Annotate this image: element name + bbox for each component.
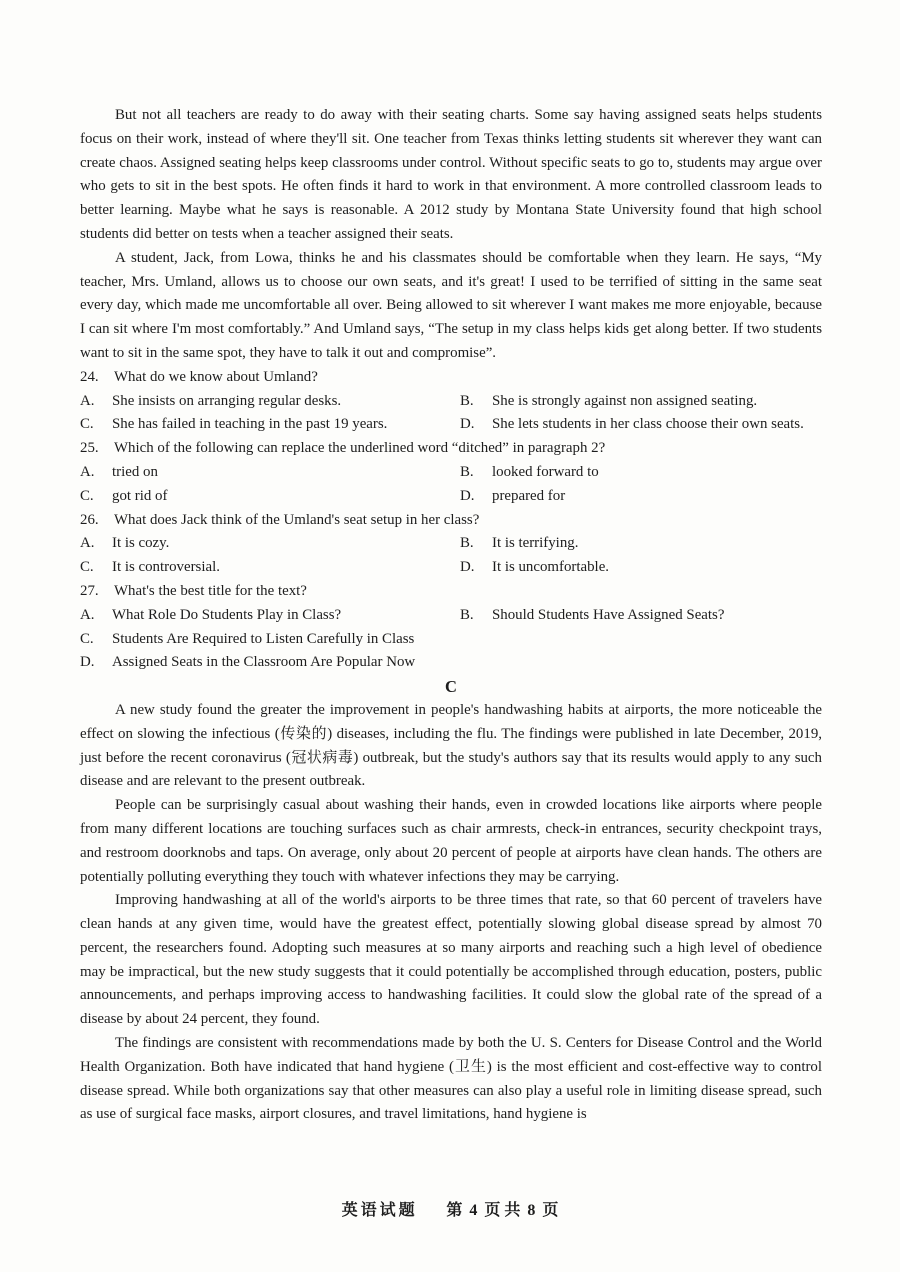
option-text: tried on (112, 463, 158, 480)
option-row (80, 532, 822, 556)
option-text: prepared for (492, 487, 566, 504)
option-text: She is strongly against non assigned seating. (492, 392, 758, 409)
footer-page-suffix: 页 (538, 1202, 559, 1219)
option-24-d (460, 413, 822, 437)
option-25-b (460, 461, 822, 485)
question-text: What's the best title for the text? (114, 582, 307, 599)
option-text: It is uncomfortable. (492, 559, 610, 576)
page-content (80, 104, 822, 1127)
question-number: 25. (80, 440, 99, 457)
option-label: D. (460, 416, 475, 433)
question-text: What does Jack think of the Umland's seat setup in her class? (114, 511, 480, 528)
passage-c-paragraph-1: A new study found the greater the improvement in people's handwashing habits at airports, the more noticeable the effect on slowing the infectious (传染的) diseases, including the flu. The findings were published in late December, 2019, just before the recent coronavirus (冠状病毒) outbreak, but the study's authors say that its results would apply to any such disease and are relevant to the present outbreak. (80, 701, 822, 790)
passage-section-c (80, 699, 822, 1127)
option-label: B. (460, 463, 474, 480)
option-text: It is terrifying. (492, 535, 579, 552)
option-26-b (460, 532, 822, 556)
page-footer (0, 1197, 900, 1220)
question-number: 24. (80, 368, 99, 385)
option-text: got rid of (112, 487, 168, 504)
option-text: She lets students in her class choose their own seats. (492, 416, 804, 433)
question-24-stem (80, 366, 822, 390)
question-26-stem (80, 509, 822, 533)
option-text: She has failed in teaching in the past 19 years. (112, 416, 388, 433)
option-row (80, 485, 822, 509)
option-row (80, 651, 822, 675)
passage-b-paragraph-2: A student, Jack, from Lowa, thinks he and his classmates should be comfortable when they learn. He says, “My teacher, Mrs. Umland, allows us to choose our own seats, and it's great! I used to be terrified of sitting in the same seat every day, which made me uncomfortable all over. Being allowed to sit wherever I want makes me more enjoyable, because I can sit where I'm most comfortably.” And Umland says, “The setup in my class helps kids get along better. If two students want to sit in the same spot, they have to talk it out and compromise”. (80, 249, 822, 361)
question-27-stem (80, 580, 822, 604)
option-27-a (80, 604, 460, 628)
question-number: 27. (80, 582, 99, 599)
option-row (80, 556, 822, 580)
option-24-c (80, 413, 460, 437)
footer-page-mid: 页 共 (480, 1202, 525, 1219)
passage-c-paragraph-4: The findings are consistent with recommendations made by both the U. S. Centers for Disease Control and the World Health Organization. Both have indicated that hand hygiene (卫生) is the most efficient and cost-effective way to control disease spread. While both organizations say that other measures can also play a useful role in limiting disease spread, such as use of surgical face masks, airport closures, and travel limitations, hand hygiene is (80, 1035, 822, 1123)
passage-c-paragraph-3: Improving handwashing at all of the world's airports to be three times that rate, so that 60 percent of travelers have clean hands at any given time, would have the greatest effect, potentially slowing global disease spread by almost 70 percent, the researchers found. Adopting such measures at so many airports and reaching such a high level of obedience may be impractical, but the new study suggests that it could potentially be accomplished through education, posters, public announcements, and perhaps improving access to handwashing facilities. It could slow the global rate of the spread of a disease by about 24 percent, they found. (80, 892, 822, 1028)
section-c-heading: C (445, 677, 457, 697)
option-24-b (460, 390, 822, 414)
option-label: B. (460, 392, 474, 409)
option-label: D. (80, 654, 95, 671)
option-text: She insists on arranging regular desks. (112, 392, 342, 409)
option-label: B. (460, 606, 474, 623)
footer-page-number: 4 (469, 1202, 478, 1219)
option-26-a (80, 532, 460, 556)
option-label: C. (80, 630, 94, 647)
option-text: looked forward to (492, 463, 599, 480)
question-26 (80, 509, 822, 580)
question-27 (80, 580, 822, 675)
option-25-d (460, 485, 822, 509)
option-24-a (80, 390, 460, 414)
passage-section-b (80, 104, 822, 366)
passage-b-paragraph-1: But not all teachers are ready to do away with their seating charts. Some say having assigned seats helps students focus on their work, instead of where they'll sit. One teacher from Texas thinks letting students sit wherever they want can create chaos. Assigned seating helps keep classrooms under control. Without specific seats to go to, students may argue over who gets to sit in the best spots. He often finds it hard to work in that environment. A more controlled classroom leads to better learning. Maybe what he says is reasonable. A 2012 study by Montana State University found that high school students did better on tests when a teacher assigned their seats. (80, 107, 822, 242)
option-27-d (80, 651, 822, 675)
option-label: A. (80, 392, 95, 409)
option-label: C. (80, 487, 94, 504)
option-label: D. (460, 487, 475, 504)
option-label: A. (80, 535, 95, 552)
option-label: C. (80, 559, 94, 576)
footer-subject: 英语试题 (341, 1202, 418, 1219)
option-text: Students Are Required to Listen Carefully in Class (112, 630, 415, 647)
footer-total-pages: 8 (527, 1202, 536, 1219)
option-27-b (460, 604, 822, 628)
option-text: It is cozy. (112, 535, 170, 552)
passage-c-paragraph-2: People can be surprisingly casual about washing their hands, even in crowded locations like airports where people from many different locations are touching surfaces such as chair armrests, check-in entrances, security checkpoint trays, and restroom doorknobs and taps. On average, only about 20 percent of people at airports have clean hands. The others are potentially polluting everything they touch with whatever infections they may be carrying. (80, 797, 822, 885)
option-26-c (80, 556, 460, 580)
option-text: It is controversial. (112, 559, 220, 576)
question-text: What do we know about Umland? (114, 368, 318, 385)
footer-page-prefix: 第 (446, 1202, 467, 1219)
option-text: Assigned Seats in the Classroom Are Popular Now (112, 654, 416, 671)
option-row (80, 461, 822, 485)
option-row (80, 604, 822, 628)
option-26-d (460, 556, 822, 580)
option-row (80, 390, 822, 414)
question-25-stem (80, 437, 822, 461)
option-25-a (80, 461, 460, 485)
option-row (80, 628, 822, 652)
option-text: Should Students Have Assigned Seats? (492, 606, 725, 623)
question-number: 26. (80, 511, 99, 528)
option-label: A. (80, 463, 95, 480)
question-text: Which of the following can replace the underlined word “ditched” in paragraph 2? (114, 440, 606, 457)
option-27-c (80, 628, 822, 652)
option-label: A. (80, 606, 95, 623)
option-label: B. (460, 535, 474, 552)
option-row (80, 413, 822, 437)
question-25 (80, 437, 822, 508)
option-label: C. (80, 416, 94, 433)
option-25-c (80, 485, 460, 509)
question-24 (80, 366, 822, 437)
option-label: D. (460, 559, 475, 576)
option-text: What Role Do Students Play in Class? (112, 606, 342, 623)
